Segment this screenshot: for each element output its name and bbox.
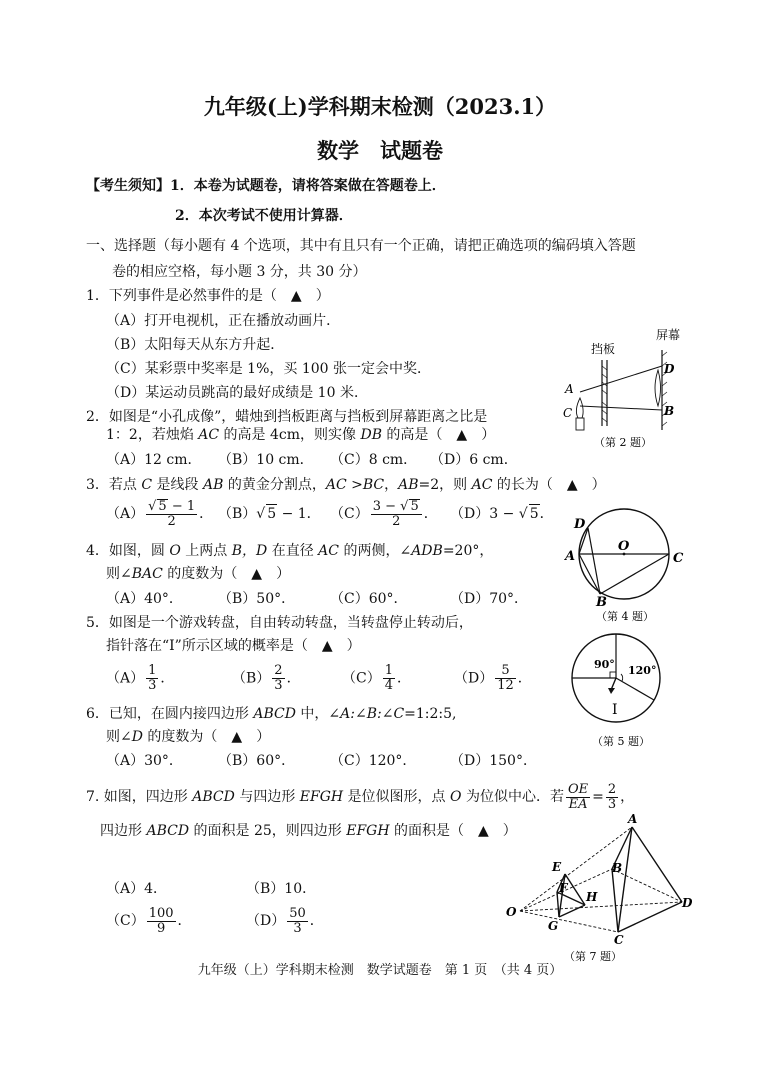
q7-stem-1: 7. 如图，四边形 ABCD 与四边形 EFGH 是位似图形，点 O 为位似中心．若 $\frac{OE}{EA}$ = $\frac{2}{3}$ ， bbox=[86, 781, 635, 812]
q7-point-b: B bbox=[612, 861, 623, 875]
q7-point-h: H bbox=[586, 890, 598, 904]
q4-figure-label: （第 4 题） bbox=[596, 610, 654, 623]
q7-answer-blank: （ ▲ ） bbox=[450, 823, 517, 839]
q7-point-d: D bbox=[682, 896, 693, 910]
q5-figure bbox=[568, 630, 678, 750]
q2-label-screen: 屏幕 bbox=[656, 328, 681, 342]
q1-stem: 1．下列事件是必然事件的是（ ▲ ） bbox=[86, 288, 330, 304]
q6-option-c: （C）120°． bbox=[330, 753, 417, 769]
q3-option-d: （D）3 − √ 5． bbox=[450, 506, 554, 522]
q3-option-b: （B）√ 5 − 1． bbox=[218, 506, 321, 522]
notice-line-1 bbox=[86, 177, 446, 195]
q7-point-g: G bbox=[548, 919, 559, 933]
q2-point-b: B bbox=[664, 404, 675, 418]
q2-figure-label: （第 2 题） bbox=[594, 436, 652, 449]
section-heading-line-2: 卷的相应空格，每小题 3 分，共 30 分） bbox=[112, 264, 367, 280]
q2-label-board: 挡板 bbox=[591, 342, 616, 356]
q4-point-a: A bbox=[565, 549, 576, 564]
q4-option-b: （B）50°． bbox=[218, 591, 296, 607]
q7-option-c: （C） $\frac{100}{9}$ ． bbox=[106, 905, 192, 936]
q1-option-a: （A）打开电视机，正在播放动画片． bbox=[106, 313, 341, 329]
q7-point-o: O bbox=[506, 905, 517, 919]
q7-point-c: C bbox=[614, 933, 624, 947]
q4-option-a: （A）40°． bbox=[106, 591, 183, 607]
q7-stem-2: 四边形 ABCD 的面积是 25，则四边形 EFGH 的面积是（ ▲ ） bbox=[100, 823, 517, 839]
q3-option-a: （A） $\frac{√ 5 - 1}{2}$ ． bbox=[106, 499, 214, 529]
q7-option-b: （B）10． bbox=[246, 881, 317, 897]
q4-point-d: D bbox=[574, 517, 586, 532]
q7-option-a: （A）4． bbox=[106, 881, 168, 897]
q5-option-c: （C） $\frac{1}{4}$ ． bbox=[342, 663, 411, 693]
q6-option-a: （A）30°． bbox=[106, 753, 183, 769]
q4-point-b: B bbox=[596, 595, 607, 610]
q2-point-c: C bbox=[563, 406, 573, 420]
q7-point-a: A bbox=[628, 812, 638, 826]
q1-answer-blank: （ ▲ ） bbox=[262, 288, 330, 304]
q3-option-c: （C） $\frac{3 - √ 5}{2}$ ． bbox=[330, 499, 438, 529]
q2-option-c: （C）8 cm． bbox=[330, 452, 418, 468]
q2-point-d: D bbox=[664, 362, 675, 376]
q5-region-label: Ⅰ bbox=[612, 702, 618, 718]
q2-stem-1: 2．如图是“小孔成像”，蜡烛到挡板距离与挡板到屏幕距离之比是 bbox=[86, 409, 488, 425]
q7-option-d: （D） $\frac{50}{3}$ ． bbox=[246, 905, 324, 936]
q5-figure-label: （第 5 题） bbox=[592, 735, 650, 748]
notice-label: 【考生须知】 bbox=[86, 178, 170, 194]
q4-option-d: （D）70°． bbox=[450, 591, 529, 607]
q4-point-c: C bbox=[673, 551, 684, 566]
q5-option-b: （B） $\frac{2}{3}$ ． bbox=[232, 663, 301, 693]
q7-figure bbox=[502, 812, 702, 964]
q4-figure bbox=[562, 508, 692, 626]
q5-angle-120: 120° bbox=[628, 664, 657, 677]
q5-option-a: （A） $\frac{1}{3}$ ． bbox=[106, 663, 175, 693]
q6-stem-2: 则∠D 的度数为（ ▲ ） bbox=[106, 729, 271, 745]
q6-answer-blank: （ ▲ ） bbox=[203, 729, 271, 745]
q5-option-d: （D） $\frac{5}{12}$ ． bbox=[454, 663, 532, 693]
page-subtitle: 数学 试题卷 bbox=[317, 138, 443, 163]
q6-option-b: （B）60°． bbox=[218, 753, 296, 769]
page-title: 九年级(上)学科期末检测（2023.1） bbox=[203, 94, 557, 119]
q4-option-c: （C）60°． bbox=[330, 591, 408, 607]
q4-stem-2: 则∠BAC 的度数为（ ▲ ） bbox=[106, 566, 291, 582]
q4-stem-1: 4．如图，圆 O 上两点 B，D 在直径 AC 的两侧，∠ADB=20°， bbox=[86, 543, 494, 559]
q2-option-b: （B）10 cm． bbox=[218, 452, 314, 468]
q7-figure-label: （第 7 题） bbox=[564, 950, 622, 963]
page-footer: 九年级（上）学科期末检测 数学试题卷 第 1 页 （共 4 页） bbox=[197, 963, 563, 978]
q5-answer-blank: （ ▲ ） bbox=[293, 638, 361, 654]
q3-answer-blank: （ ▲ ） bbox=[538, 477, 606, 493]
q7-point-e: E bbox=[552, 860, 562, 874]
q6-option-d: （D）150°． bbox=[450, 753, 537, 769]
q2-option-d: （D）6 cm． bbox=[430, 452, 518, 468]
q2-point-a: A bbox=[565, 382, 574, 396]
q5-angle-90: 90° bbox=[594, 658, 615, 671]
q4-point-o: O bbox=[618, 539, 630, 554]
q7-point-f: F bbox=[559, 881, 568, 895]
q3-stem: 3．若点 C 是线段 AB 的黄金分割点，AC >BC，AB=2，则 AC 的长为（ ▲ ） bbox=[86, 477, 606, 493]
q6-stem-1: 6．已知，在圆内接四边形 ABCD 中，∠A:∠B:∠C=1:2:5, bbox=[86, 706, 457, 722]
q2-stem-2: 1：2，若烛焰 AC 的高是 4cm，则实像 DB 的高是（ ▲ ） bbox=[106, 427, 496, 443]
q2-figure bbox=[560, 326, 700, 450]
notice-item-1: 1．本卷为试题卷，请将答案做在答题卷上． bbox=[170, 178, 446, 194]
q1-option-c: （C）某彩票中奖率是 1%，买 100 张一定会中奖． bbox=[106, 361, 431, 377]
q4-answer-blank: （ ▲ ） bbox=[223, 566, 291, 582]
q1-option-d: （D）某运动员跳高的最好成绩是 10 米． bbox=[106, 385, 368, 401]
q2-answer-blank: （ ▲ ） bbox=[428, 427, 496, 443]
q2-option-a: （A）12 cm． bbox=[106, 452, 202, 468]
q5-stem-2: 指针落在“Ⅰ”所示区域的概率是（ ▲ ） bbox=[106, 638, 361, 654]
q5-stem-1: 5．如图是一个游戏转盘，自由转动转盘，当转盘停止转动后， bbox=[86, 615, 473, 631]
notice-item-2: 2．本次考试不使用计算器． bbox=[175, 208, 353, 224]
q1-option-b: （B）太阳每天从东方升起． bbox=[106, 337, 285, 353]
section-heading-line-1: 一、选择题（每小题有 4 个选项，其中有且只有一个正确，请把正确选项的编码填入答题 bbox=[86, 238, 636, 254]
